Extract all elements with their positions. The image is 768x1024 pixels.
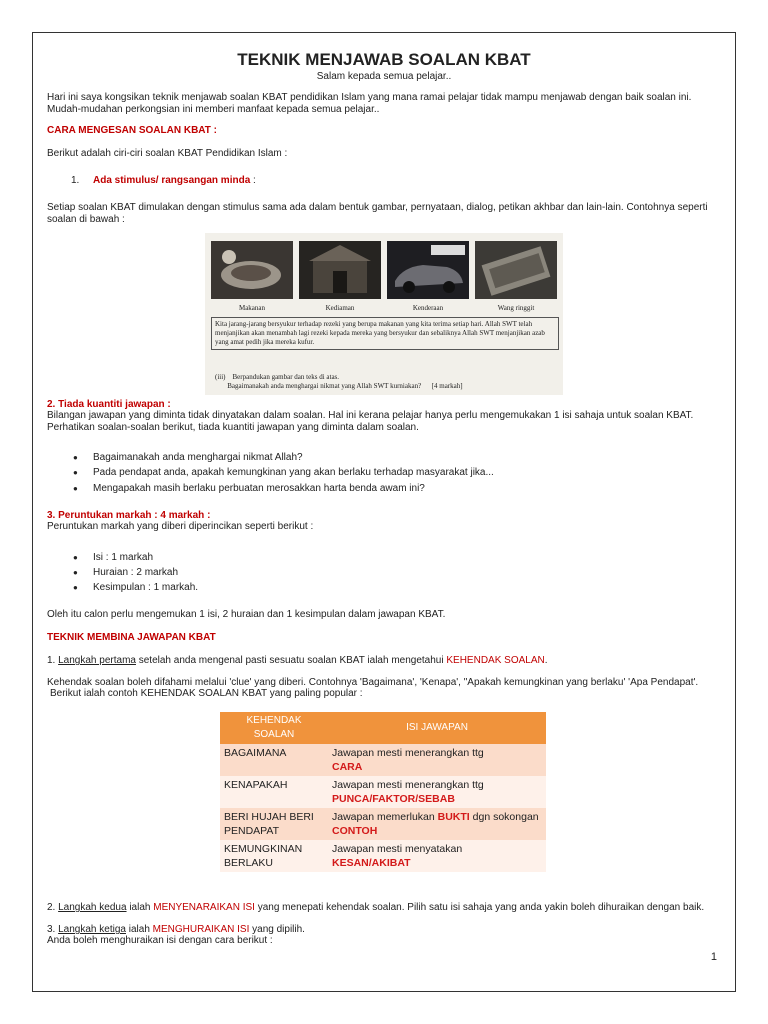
- figure-passage: Kita jarang-jarang bersyukur terhadap rezeki yang berupa makanan yang kita terima setiap hari. Allah SWT telah menjanjikan akan menambah lagi rezeki kepada mereka yang bersyukur dan sebaliknya Allah SWT menjanjikan azab yang amat pedih jika mereka kufur.: [211, 317, 559, 350]
- step1-highlight: KEHENDAK SOALAN: [446, 655, 545, 666]
- house-photo-art: [299, 241, 381, 299]
- step3-line2: Anda boleh menghuraikan isi dengan cara berikut :: [47, 935, 273, 946]
- step3-link[interactable]: Langkah ketiga: [58, 924, 126, 935]
- page-subtitle: Salam kepada semua pelajar..: [316, 71, 452, 82]
- money-photo-art: [475, 241, 557, 299]
- step1-text: setelah anda mengenal pasti sesuatu soalan KBAT ialah mengetahui: [138, 655, 444, 666]
- table-cell-kehendak: BERI HUJAH BERI PENDAPAT: [220, 808, 328, 840]
- table-cell-kehendak: KENAPAKAH: [220, 776, 328, 808]
- section3-bullet: Huraian : 2 markah: [93, 567, 179, 578]
- figure-question-marks: [4 markah]: [431, 382, 463, 390]
- table-row: [220, 808, 546, 840]
- table-row: [220, 744, 546, 776]
- bullet-icon: ●: [73, 484, 78, 493]
- item1-paragraph: Setiap soalan KBAT dimulakan dengan stimulus sama ada dalam bentuk gambar, pernyataan, dialog, petikan akhbar dan lain-lain. Contohnya seperti soalan di bawah :: [47, 202, 708, 225]
- figure-question: [215, 373, 555, 391]
- item1-colon: :: [253, 175, 256, 186]
- section4-heading: TEKNIK MEMBINA JAWAPAN KBAT: [47, 632, 216, 643]
- caption-money: Wang ringgit: [497, 304, 535, 312]
- car-photo-art: [387, 241, 469, 299]
- bullet-icon: ●: [73, 583, 78, 592]
- section2-bullet: Bagaimanakah anda menghargai nikmat Allah?: [93, 452, 303, 463]
- item1-label: Ada stimulus/ rangsangan minda: [93, 175, 251, 186]
- bullet-icon: ●: [73, 568, 78, 577]
- table-cell-text: Jawapan mesti menerangkan ttg: [332, 779, 484, 791]
- table-cell-highlight: PUNCA/FAKTOR/SEBAB: [332, 793, 455, 805]
- house-photo: [299, 241, 381, 299]
- step3-highlight: MENGHURAIKAN ISI: [152, 924, 250, 935]
- page-title: TEKNIK MENJAWAB SOALAN KBAT: [237, 50, 531, 69]
- table-cell-text: Jawapan mesti menerangkan ttg: [332, 747, 484, 759]
- step1-link[interactable]: Langkah pertama: [58, 655, 136, 666]
- section2-bullet: Mengapakah masih berlaku perbuatan merosakkan harta benda awam ini?: [93, 483, 425, 494]
- step3-mid: ialah: [128, 924, 150, 935]
- table-cell-highlight: BUKTI: [437, 811, 470, 823]
- caption-house: Kediaman: [325, 304, 355, 312]
- money-photo: [475, 241, 557, 299]
- document-page: [32, 32, 736, 992]
- food-photo: [211, 241, 293, 299]
- section2-heading: 2. Tiada kuantiti jawapan :: [47, 399, 171, 410]
- food-photo-art: [211, 241, 293, 299]
- step1-line: [47, 655, 548, 667]
- table-cell-kehendak: KEMUNGKINAN BERLAKU: [220, 840, 328, 872]
- step2-number: 2.: [47, 902, 56, 913]
- table-cell-highlight: CARA: [332, 761, 363, 773]
- table-cell-isi: [328, 840, 546, 872]
- intro-paragraph: Hari ini saya kongsikan teknik menjawab soalan KBAT pendidikan Islam yang mana ramai pelajar tidak mampu menjawab dengan baik soalan ini. Mudah-mudahan perkongsian ini memberi manfaat kepada semua pelajar..: [47, 92, 692, 115]
- page-number: 1: [710, 951, 717, 963]
- section2-paragraph: Bilangan jawapan yang diminta tidak dinyatakan dalam soalan. Hal ini kerana pelajar hanya perlu mengemukakan 1 isi sahaja untuk soalan KBAT. Perhatikan soalan-soalan berikut, tiada kuantiti jawapan yang diminta dalam soalan.: [47, 410, 694, 433]
- table-header-isi: ISI JAWAPAN: [328, 712, 546, 744]
- section1-line: Berikut adalah ciri-ciri soalan KBAT Pendidikan Islam :: [47, 148, 288, 159]
- table-cell-text: Jawapan memerlukan: [332, 811, 435, 823]
- step3-number: 3.: [47, 924, 56, 935]
- table-cell-highlight: KESAN/AKIBAT: [332, 857, 411, 869]
- item1-number: 1.: [71, 175, 80, 186]
- figure-question-number: (iii): [215, 373, 226, 381]
- section1-heading: CARA MENGESAN SOALAN KBAT :: [47, 125, 217, 136]
- kehendak-line2: Berikut ialah contoh KEHENDAK SOALAN KBAT yang paling popular :: [50, 688, 363, 699]
- section3-bullet: Isi : 1 markah: [93, 552, 154, 563]
- stimulus-figure: [205, 233, 563, 395]
- table-cell-kehendak: BAGAIMANA: [220, 744, 328, 776]
- section3-conclusion: Oleh itu calon perlu mengemukan 1 isi, 2 huraian dan 1 kesimpulan dalam jawapan KBAT.: [47, 609, 446, 620]
- bullet-icon: ●: [73, 453, 78, 462]
- table-row: [220, 840, 546, 872]
- bullet-icon: ●: [73, 468, 78, 477]
- step2-mid: ialah: [129, 902, 151, 913]
- table-cell-highlight: CONTOH: [332, 825, 378, 837]
- caption-vehicle: Kenderaan: [412, 304, 444, 312]
- kehendak-line1: Kehendak soalan boleh difahami melalui 'clue' yang diberi. Contohnya 'Bagaimana', 'Kenapa', "Apakah kemungkinan yang berlaku' 'Apa Pendapat'.: [47, 677, 699, 688]
- figure-question-line1: Berpandukan gambar dan teks di atas.: [232, 373, 340, 381]
- section3-heading: 3. Peruntukan markah : 4 markah :: [47, 510, 211, 521]
- table-cell-isi: [328, 776, 546, 808]
- step2-highlight: MENYENARAIKAN ISI: [153, 902, 255, 913]
- table-cell-text: Jawapan mesti menyatakan: [332, 843, 463, 855]
- section2-bullet: Pada pendapat anda, apakah kemungkinan yang akan berlaku terhadap masyarakat jika...: [93, 467, 494, 478]
- table-cell-isi: [328, 808, 546, 840]
- step1-number: 1.: [47, 655, 56, 666]
- section3-paragraph: Peruntukan markah yang diberi diperincikan seperti berikut :: [47, 521, 314, 532]
- table-row: [220, 776, 546, 808]
- figure-question-line2: Bagaimanakah anda menghargai nikmat yang Allah SWT kurniakan?: [227, 382, 422, 390]
- table-header-row: [220, 712, 546, 744]
- caption-food: Makanan: [238, 304, 266, 312]
- kehendak-table: [220, 712, 546, 872]
- table-cell-text: dgn sokongan: [472, 811, 539, 823]
- bullet-icon: ●: [73, 553, 78, 562]
- step2-line: [47, 902, 704, 914]
- step3-text: yang dipilih.: [252, 924, 305, 935]
- item1-heading: [93, 175, 256, 187]
- table-cell-isi: [328, 744, 546, 776]
- step2-link[interactable]: Langkah kedua: [58, 902, 127, 913]
- car-photo: [387, 241, 469, 299]
- table-header-kehendak: KEHENDAK SOALAN: [220, 712, 328, 744]
- section3-bullet: Kesimpulan : 1 markah.: [93, 582, 199, 593]
- step1-end: .: [544, 655, 548, 666]
- step2-text: yang menepati kehendak soalan. Pilih satu isi sahaja yang anda yakin boleh dihuraikan dengan baik.: [257, 902, 705, 913]
